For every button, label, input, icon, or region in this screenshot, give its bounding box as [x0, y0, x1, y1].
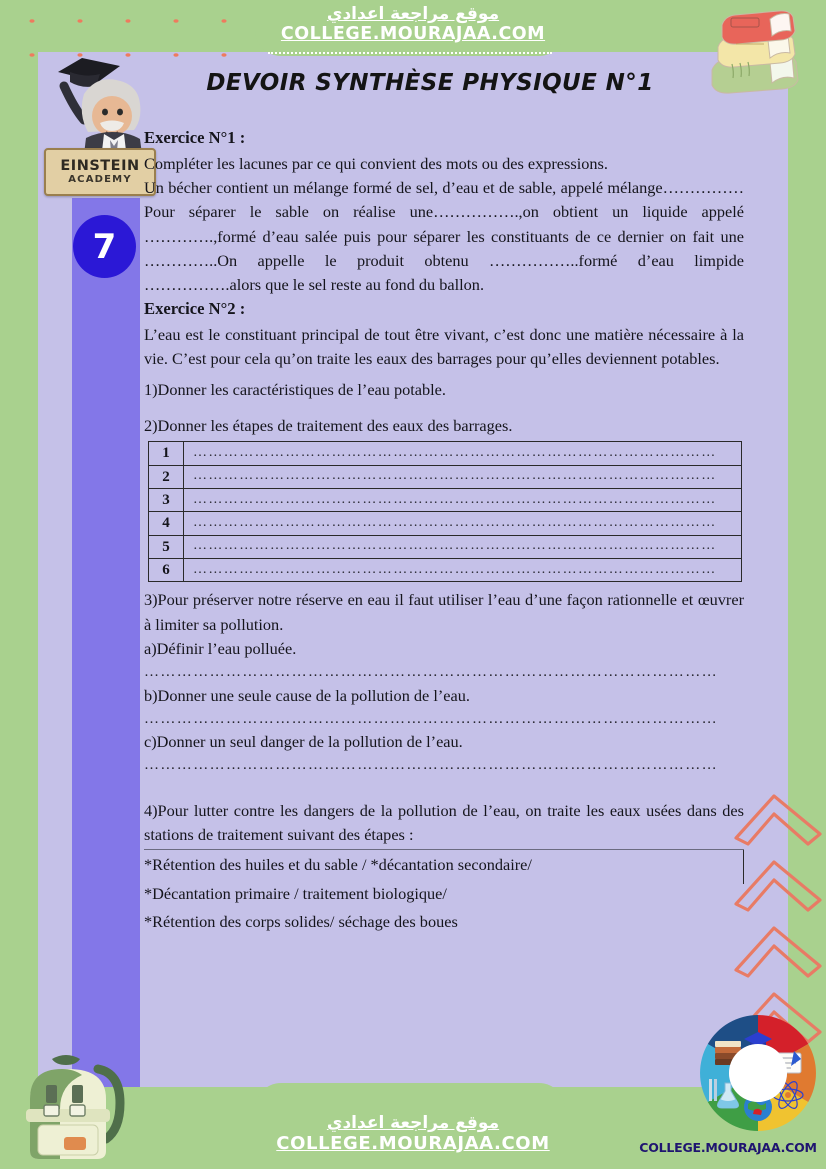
table-row-answer[interactable]: …………………………………………………………………………………………	[184, 488, 742, 511]
exercise2-question-3b: b)Donner une seule cause de la pollution de l’eau.	[144, 685, 470, 705]
table-row-answer[interactable]: …………………………………………………………………………………………	[184, 512, 742, 535]
site-header-arabic: موقع مراجعة اعدادي	[326, 4, 500, 24]
exercise1-instruction: Compléter les lacunes par ce qui convient des mots ou des expressions.	[144, 153, 608, 173]
table-row-answer[interactable]: …………………………………………………………………………………………	[184, 442, 742, 465]
footer-url: COLLEGE.MOURAJAA.COM	[276, 1133, 550, 1155]
exercise2-question-4: 4)Pour lutter contre les dangers de la pollution de l’eau, on traite les eaux usées dans des stations de traitement suivant des étapes :	[144, 800, 744, 845]
page-title: DEVOIR SYNTHÈSE PHYSIQUE N°1	[206, 70, 654, 96]
table-row-answer[interactable]: …………………………………………………………………………………………	[184, 558, 742, 581]
list-item: *Rétention des huiles et du sable / *décantation secondaire/	[144, 855, 532, 875]
level-badge: 7	[73, 215, 136, 278]
exercise2-intro: L’eau est le constituant principal de tout être vivant, c’est donc une matière nécessaire à la vie. C’est pour cela qu’on traite les eaux des barrages pour qu’elles deviennent potables.	[144, 325, 744, 369]
answer-table-body	[149, 442, 742, 582]
answer-blank-3a[interactable]: ……………………………………………………………………………………………	[144, 664, 718, 681]
table-row-number: 6	[149, 558, 184, 581]
left-accent-strip	[72, 198, 140, 1089]
footer-site-info	[0, 1113, 826, 1155]
footer-tab-shape	[255, 1083, 565, 1117]
academy-logo-line2: ACADEMY	[68, 174, 132, 186]
table-row[interactable]	[149, 558, 742, 581]
table-row[interactable]	[149, 488, 742, 511]
exercise1-body: Un bécher contient un mélange formé de sel, d’eau et de sable, appelé mélange……………Pour séparer le sable on réalise une…………….,on obtient un liquide appelé ………….,formé d’eau salée puis pour séparer les constituants de ce dernier on fait une …………..On appelle le produit obtenu ……………..formé d’eau limpide …………….alors que le sel reste au fond du ballon.	[144, 178, 744, 295]
exercise2-question-2: 2)Donner les étapes de traitement des eaux des barrages.	[144, 415, 513, 435]
list-item: *Décantation primaire / traitement biologique/	[144, 883, 447, 903]
academy-logo-line1: EINSTEIN	[60, 157, 140, 174]
exercise1-heading: Exercice N°1 :	[144, 128, 246, 147]
treatment-steps-box	[144, 849, 744, 934]
footer-watermark: COLLEGE.MOURAJAA.COM	[639, 1140, 817, 1155]
exercise2-heading: Exercice N°2 :	[144, 299, 246, 319]
answer-table	[148, 441, 742, 582]
exercise2-question-3: 3)Pour préserver notre réserve en eau il faut utiliser l’eau d’une façon rationnelle et œuvrer à limiter sa pollution.	[144, 590, 744, 634]
table-row-number: 4	[149, 512, 184, 535]
table-row[interactable]	[149, 512, 742, 535]
exercise2-question-1: 1)Donner les caractéristiques de l’eau potable.	[144, 379, 446, 399]
exercise2-question-3c: c)Donner un seul danger de la pollution de l’eau.	[144, 732, 463, 752]
table-row-number: 5	[149, 535, 184, 558]
site-header-url: COLLEGE.MOURAJAA.COM	[280, 24, 546, 45]
answer-blank-3b[interactable]: ……………………………………………………………………………………………	[144, 710, 718, 727]
table-row-number: 3	[149, 488, 184, 511]
books-stack-icon	[698, 6, 822, 98]
academy-logo-banner	[44, 148, 156, 196]
table-row[interactable]	[149, 535, 742, 558]
table-row-answer[interactable]: …………………………………………………………………………………………	[184, 535, 742, 558]
list-item: *Rétention des corps solides/ séchage des boues	[144, 911, 458, 931]
footer-arabic: موقع مراجعة اعدادي	[326, 1113, 500, 1134]
answer-blank-3c[interactable]: ……………………………………………………………………………………………	[144, 757, 718, 774]
table-row-number: 2	[149, 465, 184, 488]
table-row[interactable]	[149, 465, 742, 488]
table-row-answer[interactable]: …………………………………………………………………………………………	[184, 465, 742, 488]
table-row[interactable]	[149, 442, 742, 465]
header-dashed-divider	[268, 52, 552, 54]
table-row-number: 1	[149, 442, 184, 465]
exercise2-question-3a: a)Définir l’eau polluée.	[144, 638, 297, 658]
worksheet-body	[144, 126, 744, 938]
